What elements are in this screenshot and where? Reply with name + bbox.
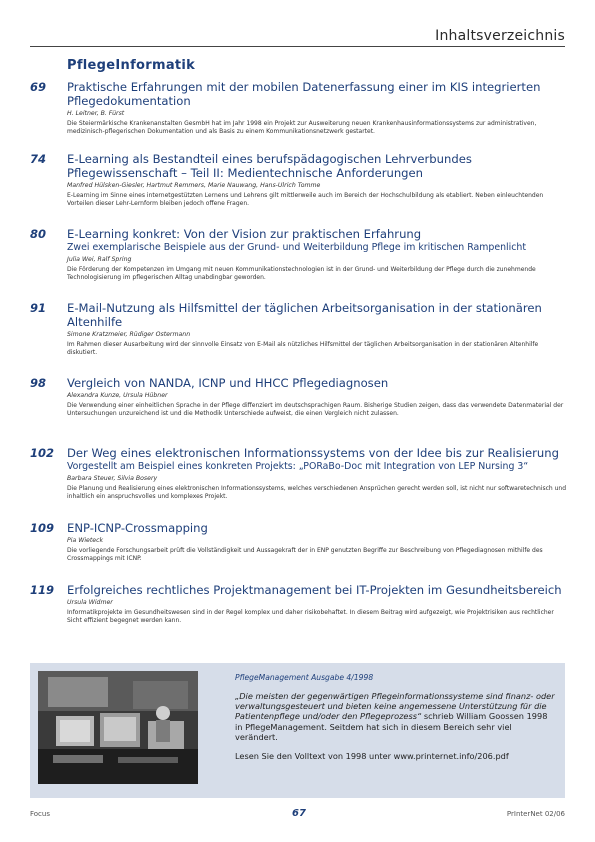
- footer-section: Focus: [30, 810, 50, 818]
- entry-authors: Manfred Hülsken-Giesler, Hartmut Remmers, Marie Nauwang, Hans-Ulrich Tomme: [67, 182, 321, 189]
- entry-authors: Alexandra Kunze, Ursula Hübner: [67, 392, 168, 399]
- entry-page-number: 69: [30, 80, 47, 94]
- office-photo-image: [38, 671, 198, 784]
- toc-entry[interactable]: [30, 301, 570, 357]
- entry-authors: Pia Wieteck: [67, 537, 104, 544]
- entry-abstract: Informatikprojekte im Gesundheitswesen sind in der Regel komplex und daher risikobehaftet. In diesem Beitrag wird aufgezeigt, wie Projektrisiken aus rechtlicher Sicht effizient begegnet werden kann.: [67, 609, 554, 624]
- entry-page-number: 119: [30, 583, 55, 597]
- entry-authors: H. Leitner, B. Fürst: [67, 110, 125, 117]
- promo-quote: [235, 691, 555, 742]
- promo-photo: [38, 671, 198, 784]
- promo-title: PflegeManagement Ausgabe 4/1998: [235, 673, 374, 682]
- entry-abstract: Die vorliegende Forschungsarbeit prüft die Vollständigkeit und Aussagekraft der in ENP genutzten Begriffe zur Beschreibung von Pflegediagnosen mithilfe des Crossmappings mit ICNP.: [67, 547, 543, 562]
- header-rule: [30, 46, 565, 47]
- entry-abstract: Die Planung und Realisierung eines elektronischen Informationssystems, welches verschiedenen Ansprüchen gerecht werden soll, ist nicht nur softwaretechnisch und inhaltlich ein anspruchsvolles und komplexes Projekt.: [67, 485, 567, 500]
- entry-abstract: Die Steiermärkische Krankenanstalten GesmbH hat im Jahr 1998 ein Projekt zur Ausweiterung neuen Krankenhausinformationssystems zur administrativen, medizinisch-pflegerischen Dokumentation und als Basis zu einem Kommunikationsnetzwerk gestartet.: [67, 120, 537, 135]
- entry-title[interactable]: Vergleich von NANDA, ICNP und HHCC Pflegediagnosen: [67, 376, 389, 390]
- promo-box: [30, 663, 565, 798]
- entry-title[interactable]: ENP-ICNP-Crossmapping: [67, 521, 208, 535]
- page-title: Inhaltsverzeichnis: [435, 28, 565, 44]
- entry-title[interactable]: Der Weg eines elektronischen Informationssystems von der Idee bis zur Realisierung: [67, 446, 559, 460]
- footer-page-number: 67: [292, 808, 306, 819]
- toc-entry[interactable]: [30, 583, 570, 625]
- entry-title[interactable]: Erfolgreiches rechtliches Projektmanagement bei IT-Projekten im Gesundheitsbereich: [67, 583, 562, 597]
- entry-page-number: 91: [30, 301, 47, 315]
- entry-abstract: Die Verwendung einer einheitlichen Sprache in der Pflege diffenziert im deutschsprachigen Raum. Bisherige Studien zeigen, dass das verwendete Datenmaterial der Untersuchungen unzureichend ist und die Methodik Unterschiede aufweist, die einen Vergleich nicht zulassen.: [67, 402, 564, 417]
- entry-authors: Ursula Widmer: [67, 599, 113, 606]
- toc-entry[interactable]: [30, 376, 570, 418]
- entry-page-number: 98: [30, 376, 47, 390]
- promo-quote-continuation: schrieb William Goossen 1998 in PflegeManagement. Seitdem hat sich in diesem Bereich sehr viel verändert.: [235, 711, 548, 742]
- entry-title[interactable]: Praktische Erfahrungen mit der mobilen Datenerfassung einer im KIS integrierten Pflegedokumentation: [67, 80, 541, 108]
- entry-subtitle: Zwei exemplarische Beispiele aus der Grund- und Weiterbildung Pflege im kritischen Rampenlicht: [67, 242, 527, 253]
- entry-title[interactable]: E-Learning konkret: Von der Vision zur praktischen Erfahrung: [67, 227, 422, 241]
- toc-entry[interactable]: [30, 521, 570, 563]
- entry-page-number: 109: [30, 521, 55, 535]
- entry-title[interactable]: E-Learning als Bestandteil eines berufspädagogischen Lehrverbundes Pflegewissenschaft – Teil II: Medientechnische Anforderungen: [67, 152, 472, 180]
- section-title: PflegeInformatik: [67, 58, 196, 73]
- toc-entry[interactable]: [30, 227, 570, 282]
- entry-abstract: Im Rahmen dieser Ausarbeitung wird der sinnvolle Einsatz von E-Mail als nützliches Hilfsmittel der täglichen Arbeitsorganisation in der stationären Altenhilfe diskutiert.: [67, 341, 539, 356]
- entry-abstract: Die Förderung der Kompetenzen im Umgang mit neuen Kommunikationstechnologien ist in der Grund- und Weiterbildung der Pflege durch die zunehmende Technologisierung im pflegerischen Alltag unabdingbar geworden.: [67, 266, 536, 281]
- toc-entry[interactable]: [30, 446, 570, 501]
- entry-subtitle: Vorgestellt am Beispiel eines konkreten Projekts: „PORaBo-Doc mit Integration von LEP Nursing 3“: [67, 461, 529, 472]
- entry-page-number: 102: [30, 446, 55, 460]
- entry-page-number: 80: [30, 227, 47, 241]
- entry-abstract: E-Learning im Sinne eines internetgestützten Lernens und Lehrens gilt mittlerweile auch im Bereich der Hochschulbildung als etabliert. Neben einleuchtenden Vorteilen dieser Lehr-Lernform bleiben jedoch offene Fragen.: [67, 192, 544, 207]
- toc-entry[interactable]: [30, 152, 570, 208]
- toc-entry[interactable]: [30, 80, 570, 136]
- entry-authors: Simone Kratzmeier, Rüdiger Ostermann: [67, 331, 191, 338]
- promo-quote-text: „Die meisten der gegenwärtigen Pflegeinformationssysteme sind finanz- oder verwaltungsgesteuert und bieten keine angemessene Unterstützung für die Patientenpflege und/oder den Pflegeprozess“: [235, 691, 555, 722]
- entry-page-number: 74: [30, 152, 47, 166]
- entry-title[interactable]: E-Mail-Nutzung als Hilfsmittel der täglichen Arbeitsorganisation in der stationären Altenhilfe: [67, 301, 542, 329]
- footer-publication: PrInterNet 02/06: [506, 810, 565, 818]
- page-footer: [30, 808, 565, 822]
- entry-authors: Julia Wei, Ralf Spring: [67, 256, 132, 263]
- page-header: [30, 28, 565, 48]
- promo-fulltext-link[interactable]: Lesen Sie den Volltext von 1998 unter www.printernet.info/206.pdf: [235, 751, 509, 762]
- entry-authors: Barbara Steuer, Silvia Bosery: [67, 475, 158, 482]
